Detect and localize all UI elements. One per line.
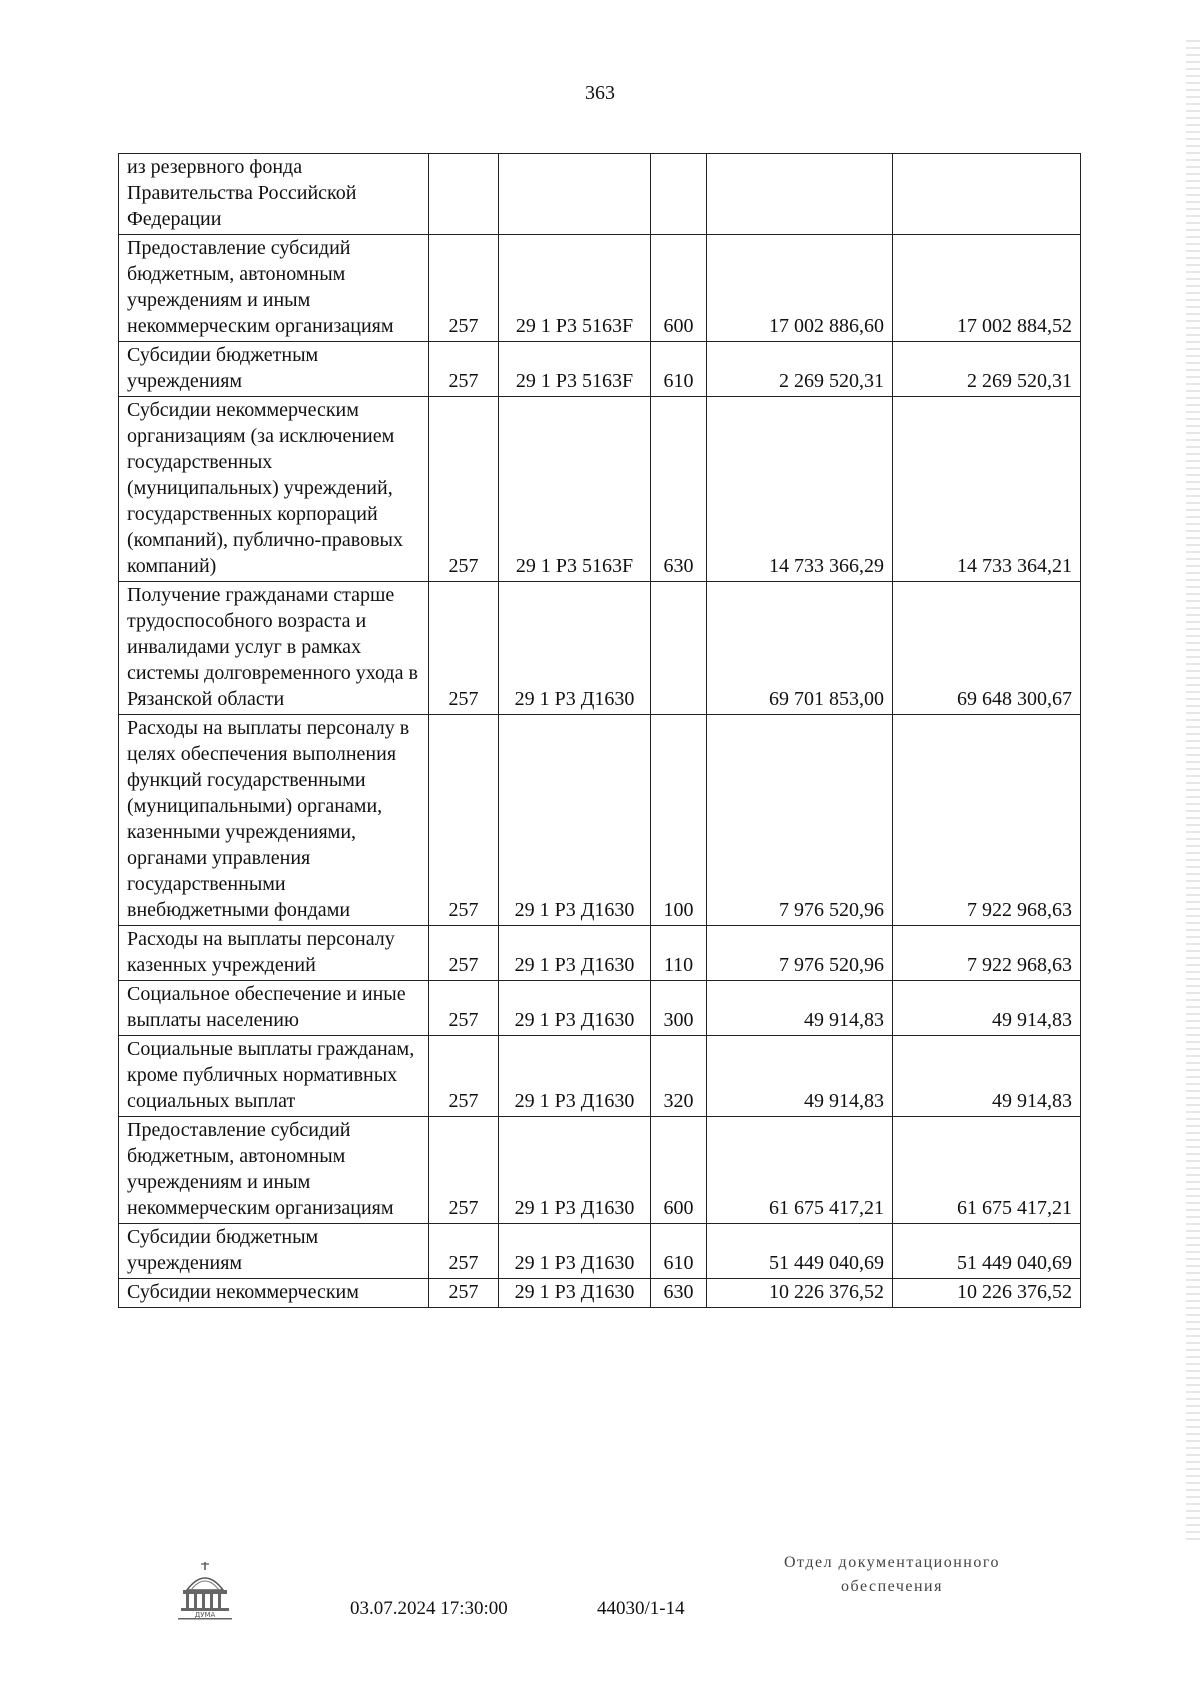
row-sum-plan-cell: 14 733 366,29 xyxy=(707,397,893,582)
row-vr-cell: 600 xyxy=(651,235,707,342)
row-code-cell: 257 xyxy=(429,1224,499,1279)
row-code-cell: 257 xyxy=(429,235,499,342)
row-sum-fact-cell xyxy=(893,154,1081,235)
table-row xyxy=(119,1224,1081,1279)
table-row xyxy=(119,981,1081,1036)
row-sum-plan-cell: 51 449 040,69 xyxy=(707,1224,893,1279)
row-vr-cell: 630 xyxy=(651,397,707,582)
row-name-cell: Расходы на выплаты персоналу казенных учреждений xyxy=(119,926,429,981)
row-sum-plan-cell: 49 914,83 xyxy=(707,981,893,1036)
table-row xyxy=(119,397,1081,582)
row-name-cell: Социальное обеспечение и иные выплаты населению xyxy=(119,981,429,1036)
table-row xyxy=(119,1279,1081,1308)
row-code-cell: 257 xyxy=(429,582,499,715)
row-csr-cell: 29 1 Р3 Д1630 xyxy=(499,715,651,926)
row-csr-cell: 29 1 Р3 Д1630 xyxy=(499,1036,651,1117)
row-sum-plan-cell: 10 226 376,52 xyxy=(707,1279,893,1308)
table-row xyxy=(119,342,1081,397)
row-code-cell: 257 xyxy=(429,1117,499,1224)
row-sum-fact-cell: 51 449 040,69 xyxy=(893,1224,1081,1279)
row-sum-plan-cell: 7 976 520,96 xyxy=(707,926,893,981)
row-name-cell: Субсидии бюджетным учреждениям xyxy=(119,1224,429,1279)
row-sum-plan-cell: 69 701 853,00 xyxy=(707,582,893,715)
row-vr-cell: 610 xyxy=(651,342,707,397)
row-vr-cell: 630 xyxy=(651,1279,707,1308)
row-sum-fact-cell: 7 922 968,63 xyxy=(893,715,1081,926)
row-vr-cell: 100 xyxy=(651,715,707,926)
row-csr-cell: 29 1 Р3 Д1630 xyxy=(499,1224,651,1279)
row-sum-fact-cell: 49 914,83 xyxy=(893,981,1081,1036)
row-sum-fact-cell: 17 002 884,52 xyxy=(893,235,1081,342)
row-code-cell: 257 xyxy=(429,715,499,926)
row-csr-cell: 29 1 Р3 Д1630 xyxy=(499,582,651,715)
svg-text:ДУМА: ДУМА xyxy=(194,1611,216,1619)
table-row xyxy=(119,235,1081,342)
row-name-cell: Субсидии бюджетным учреждениям xyxy=(119,342,429,397)
table-row xyxy=(119,1117,1081,1224)
row-name-cell: Получение гражданами старше трудоспособного возраста и инвалидами услуг в рамках системы долговременного ухода в Рязанской области xyxy=(119,582,429,715)
row-sum-plan-cell: 61 675 417,21 xyxy=(707,1117,893,1224)
row-name-cell: Субсидии некоммерческим организациям (за исключением государственных (муниципальных) учреждений, государственных корпораций (компаний), публично-правовых компаний) xyxy=(119,397,429,582)
row-vr-cell xyxy=(651,582,707,715)
row-csr-cell xyxy=(499,154,651,235)
row-code-cell: 257 xyxy=(429,981,499,1036)
row-sum-plan-cell: 49 914,83 xyxy=(707,1036,893,1117)
row-sum-plan-cell: 17 002 886,60 xyxy=(707,235,893,342)
row-name-cell: Субсидии некоммерческим xyxy=(119,1279,429,1308)
row-csr-cell: 29 1 Р3 Д1630 xyxy=(499,981,651,1036)
row-sum-plan-cell: 2 269 520,31 xyxy=(707,342,893,397)
row-vr-cell: 600 xyxy=(651,1117,707,1224)
row-vr-cell: 320 xyxy=(651,1036,707,1117)
table-row xyxy=(119,154,1081,235)
row-csr-cell: 29 1 Р3 Д1630 xyxy=(499,1117,651,1224)
row-sum-fact-cell: 14 733 364,21 xyxy=(893,397,1081,582)
row-sum-fact-cell: 49 914,83 xyxy=(893,1036,1081,1117)
stamp-line-1: Отдел документационного xyxy=(783,1554,1001,1571)
department-stamp xyxy=(742,1551,1042,1599)
table-row xyxy=(119,715,1081,926)
row-sum-fact-cell: 7 922 968,63 xyxy=(893,926,1081,981)
row-csr-cell: 29 1 Р3 5163F xyxy=(499,342,651,397)
row-vr-cell: 300 xyxy=(651,981,707,1036)
row-name-cell: Предоставление субсидий бюджетным, автономным учреждениям и иным некоммерческим организациям xyxy=(119,1117,429,1224)
row-sum-fact-cell: 2 269 520,31 xyxy=(893,342,1081,397)
row-name-cell: из резервного фонда Правительства Российской Федерации xyxy=(119,154,429,235)
row-code-cell: 257 xyxy=(429,1279,499,1308)
row-sum-fact-cell: 61 675 417,21 xyxy=(893,1117,1081,1224)
row-name-cell: Социальные выплаты гражданам, кроме публичных нормативных социальных выплат xyxy=(119,1036,429,1117)
row-code-cell: 257 xyxy=(429,397,499,582)
row-sum-plan-cell xyxy=(707,154,893,235)
row-code-cell: 257 xyxy=(429,342,499,397)
table-body xyxy=(119,154,1081,1308)
row-csr-cell: 29 1 Р3 5163F xyxy=(499,235,651,342)
row-code-cell: 257 xyxy=(429,926,499,981)
row-sum-fact-cell: 10 226 376,52 xyxy=(893,1279,1081,1308)
budget-table xyxy=(118,153,1081,1308)
row-code-cell: 257 xyxy=(429,1036,499,1117)
row-name-cell: Расходы на выплаты персоналу в целях обеспечения выполнения функций государственными (муниципальными) органами, казенными учреждениями, органами управления государственными внебюджетными фондами xyxy=(119,715,429,926)
footer-reg-number: 44030/1-14 xyxy=(597,1598,685,1619)
row-csr-cell: 29 1 Р3 5163F xyxy=(499,397,651,582)
row-vr-cell: 110 xyxy=(651,926,707,981)
row-code-cell xyxy=(429,154,499,235)
row-name-cell: Предоставление субсидий бюджетным, автономным учреждениям и иным некоммерческим организациям xyxy=(119,235,429,342)
stamp-line-2: обеспечения xyxy=(841,1578,943,1595)
table-row xyxy=(119,926,1081,981)
row-sum-fact-cell: 69 648 300,67 xyxy=(893,582,1081,715)
footer-date: 03.07.2024 17:30:00 xyxy=(350,1598,508,1619)
row-vr-cell xyxy=(651,154,707,235)
row-sum-plan-cell: 7 976 520,96 xyxy=(707,715,893,926)
row-csr-cell: 29 1 Р3 Д1630 xyxy=(499,1279,651,1308)
table-row xyxy=(119,582,1081,715)
row-vr-cell: 610 xyxy=(651,1224,707,1279)
table-row xyxy=(119,1036,1081,1117)
scan-edge-artifact xyxy=(1186,40,1200,1540)
row-csr-cell: 29 1 Р3 Д1630 xyxy=(499,926,651,981)
page-number: 363 xyxy=(585,82,615,104)
duma-logo xyxy=(175,1558,235,1622)
duma-building-icon xyxy=(175,1558,235,1622)
